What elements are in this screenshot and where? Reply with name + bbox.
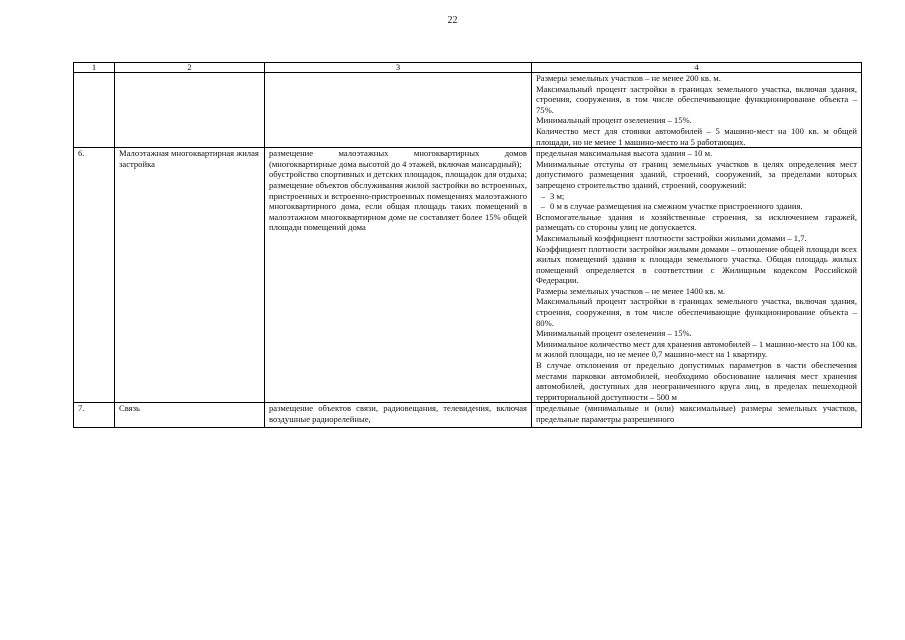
cell-desc-empty bbox=[265, 73, 532, 148]
dash-item bbox=[536, 201, 857, 212]
param-text: предельные (минимальные и (или) максимальные) размеры земельных участков, предельные параметры разрешенного bbox=[536, 403, 857, 424]
cell-params-continued bbox=[532, 73, 862, 148]
dash-mark: – bbox=[540, 190, 546, 201]
param-text: Вспомогательные здания и хозяйственные строения, за исключением гаражей, размещать со стороны улиц не допускается. bbox=[536, 211, 857, 233]
param-text: Количество мест для стоянки автомобилей – 5 машино-мест на 100 кв. м общей площади, но не менее 1 машино-место на 5 работающих. bbox=[536, 125, 857, 147]
dash-item-text: 3 м; bbox=[550, 190, 565, 201]
row-number: 6. bbox=[74, 148, 115, 403]
cell-name-empty bbox=[115, 73, 265, 148]
table-row-6 bbox=[74, 148, 862, 403]
param-text: Размеры земельных участков – не менее 1400 кв. м. bbox=[536, 285, 726, 296]
use-type-name: Малоэтажная многоквартирная жилая застройка bbox=[115, 148, 265, 403]
use-parameters bbox=[532, 403, 862, 428]
use-description bbox=[265, 148, 532, 403]
param-text: Минимальный процент озеленения – 15%. bbox=[536, 328, 692, 339]
table-header-row bbox=[74, 63, 862, 73]
use-description bbox=[265, 403, 532, 428]
dash-item bbox=[536, 191, 857, 202]
param-text: Максимальный процент застройки в границах земельного участка, включая здания, строения, сооружения, в том числе обеспечивающие функционирование объекта – 75%. bbox=[536, 83, 857, 115]
description-text: размещение объектов связи, радиовещания, телевидения, включая воздушные радиорелейные, bbox=[269, 403, 527, 424]
page-number: 22 bbox=[447, 15, 458, 26]
dash-mark: – bbox=[540, 201, 546, 212]
header-cell-3: 3 bbox=[265, 63, 532, 73]
param-text: предельная максимальная высота здания – 10 м. bbox=[536, 148, 713, 159]
header-cell-4: 4 bbox=[532, 63, 862, 73]
table-row-7 bbox=[74, 403, 862, 428]
param-text: Минимальные отступы от границ земельных участков в целях определения мест допустимого размещения зданий, строений, сооружений, за пределами которых запрещено строительство зданий, строений, сооружений: bbox=[536, 158, 857, 190]
param-text: Минимальный процент озеленения – 15%. bbox=[536, 115, 692, 126]
description-text: размещение малоэтажных многоквартирных домов (многоквартирные дома высотой до 4 этажей, включая мансардный); bbox=[269, 148, 527, 169]
header-cell-1: 1 bbox=[74, 63, 115, 73]
use-type-name: Связь bbox=[115, 403, 265, 428]
cell-num-empty bbox=[74, 73, 115, 148]
table-row-continued bbox=[74, 73, 862, 148]
param-text: В случае отклонения от предельно допустимых параметров в части обеспечения местами парковки автомобилей, необходимо обоснование наличия мест хранения автомобилей, доступных для неограниченного круга лиц, в пределах пешеходной территориальной доступности – 500 м bbox=[536, 360, 857, 402]
row-number: 7. bbox=[74, 403, 115, 428]
param-text: Размеры земельных участков – не менее 200 кв. м. bbox=[536, 73, 721, 83]
dash-item-text: 0 м в случае размещения на смежном участке пристроенного здания. bbox=[550, 201, 803, 212]
param-text: Минимальное количество мест для хранения автомобилей – 1 машино-место на 100 кв. м жилой площади, но не менее 0,7 машино-мест на 1 квартиру. bbox=[536, 338, 857, 360]
use-parameters bbox=[532, 148, 862, 403]
header-cell-2: 2 bbox=[115, 63, 265, 73]
param-text: Максимальный процент застройки в границах земельного участка, включая здания, строения, сооружения, в том числе обеспечивающие функционирование объекта – 80%. bbox=[536, 296, 857, 328]
description-text: размещение объектов обслуживания жилой застройки во встроенных, пристроенных и встроенно-пристроенных помещениях малоэтажного многоквартирного дома, если общая площадь таких помещений в малоэтажном многоквартирном доме не составляет более 15% общей площади помещений дома bbox=[269, 179, 527, 233]
zoning-table bbox=[73, 62, 862, 428]
param-text: Коэффициент плотности застройки жилыми домами – отношение общей площади всех жилых помещений здания к площади земельного участка. Общая площадь жилых помещений определяется в соответствии с Жилищным кодексом Российской Федерации. bbox=[536, 243, 857, 286]
param-text: Максимальный коэффициент плотности застройки жилыми домами – 1,7. bbox=[536, 232, 807, 243]
description-text: обустройство спортивных и детских площадок, площадок для отдыха; bbox=[269, 169, 527, 180]
